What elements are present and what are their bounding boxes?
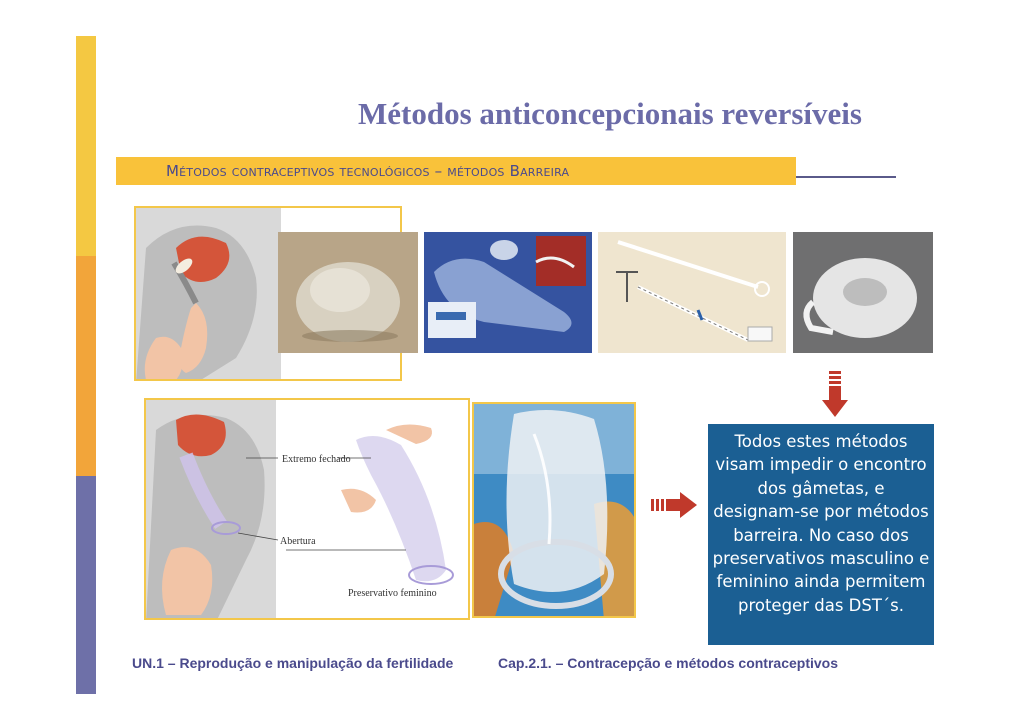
cervical-cap-image: [793, 232, 933, 353]
side-bar-orange: [76, 256, 96, 476]
label-closed-end: Extremo fechado: [282, 454, 351, 465]
slide-title: Métodos anticoncepcionais reversíveis: [358, 96, 862, 131]
female-condom-photo: [472, 402, 636, 618]
condoms-image: [424, 232, 592, 353]
label-opening: Abertura: [280, 536, 316, 547]
diaphragm-image: [278, 232, 418, 353]
side-bar-purple: [76, 476, 96, 694]
female-condom-diagram: [144, 398, 470, 620]
subtitle-rule: [796, 176, 896, 178]
footer-chapter: Cap.2.1. – Contracepção e métodos contraceptivos: [498, 655, 838, 671]
iud-image: [598, 232, 786, 353]
arrow-down-icon: [822, 371, 848, 422]
info-box: Todos estes métodos visam impedir o encontro dos gâmetas, e designam-se por métodos barreira. No caso dos preservativos masculino e feminino ainda permitem proteger das DST´s.: [708, 424, 934, 645]
label-female-condom: Preservativo feminino: [348, 588, 437, 599]
slide-subtitle: Métodos contraceptivos tecnológicos – métodos Barreira: [166, 162, 570, 180]
footer-unit: UN.1 – Reprodução e manipulação da fertilidade: [132, 655, 454, 671]
side-bar-yellow: [76, 36, 96, 256]
subtitle-band: [116, 157, 796, 185]
arrow-right-icon: [651, 492, 697, 523]
